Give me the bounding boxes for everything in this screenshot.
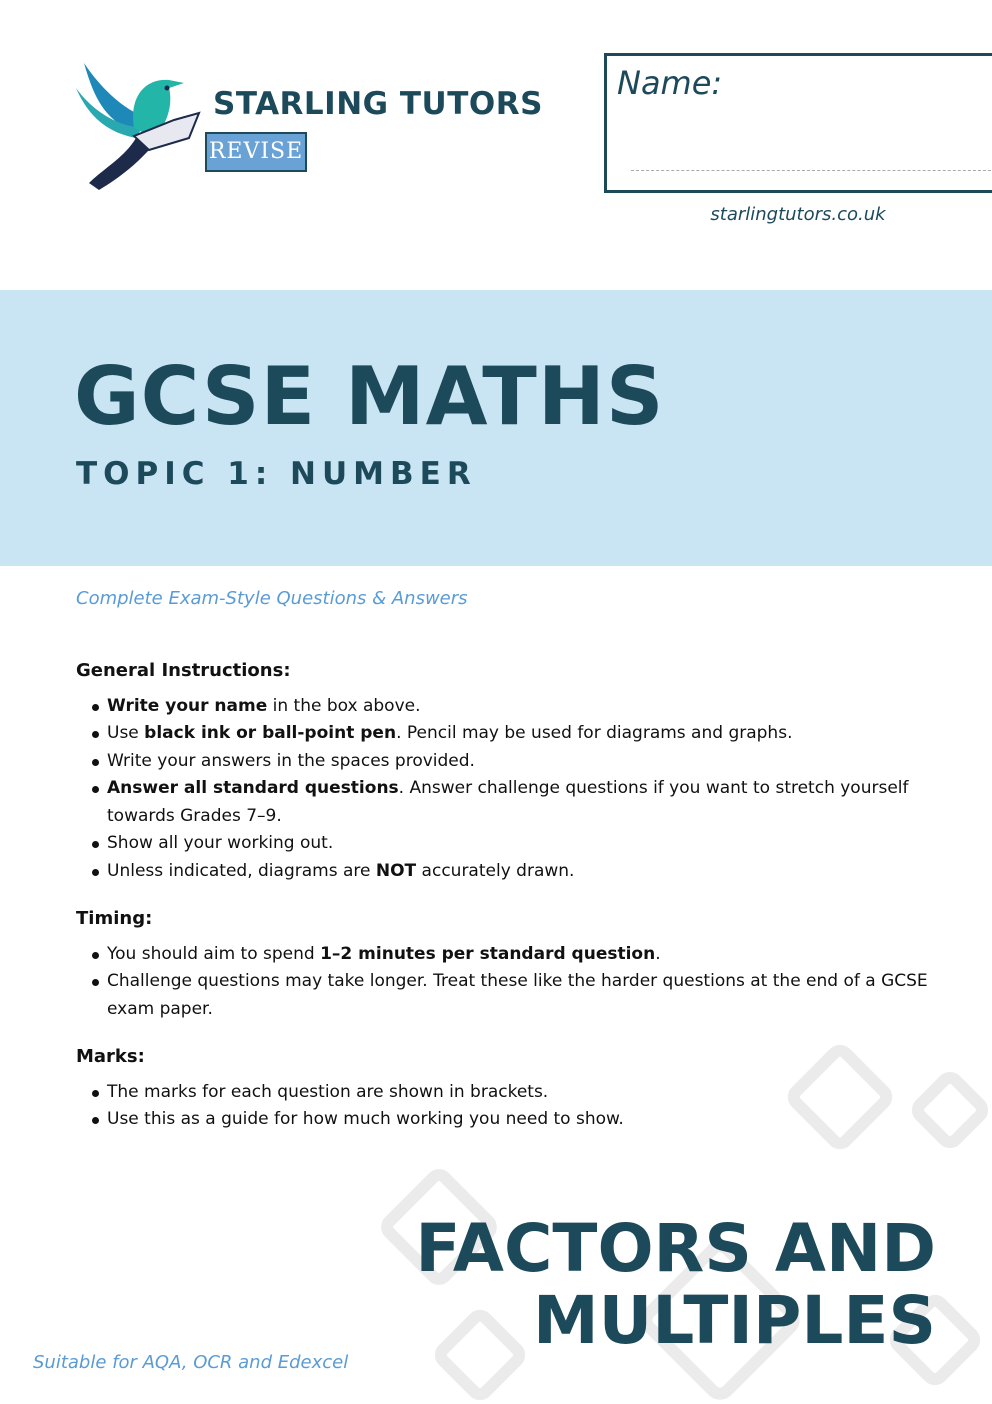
topic-subtitle: TOPIC 1: NUMBER — [76, 456, 477, 492]
text: . Answer challenge questions if you want to stretch yourself towards Grades 7–9. — [107, 778, 909, 826]
list-item — [76, 720, 946, 748]
text: Write your answers in the spaces provided. — [107, 750, 475, 771]
text: Show all your working out. — [107, 833, 334, 853]
instructions — [76, 657, 946, 1154]
list-item — [76, 748, 946, 776]
instruction-list — [76, 1079, 946, 1134]
list-item — [76, 830, 946, 858]
text: . Pencil may be used for diagrams and graphs. — [396, 723, 793, 743]
list-item — [76, 1106, 946, 1134]
name-box[interactable] — [604, 53, 992, 193]
document-subtitle: Complete Exam-Style Questions & Answers — [76, 588, 468, 609]
text: accurately drawn. — [416, 860, 575, 881]
starling-logo-icon — [74, 58, 204, 193]
text: Use — [107, 723, 145, 743]
list-item — [76, 775, 946, 830]
website-text: starlingtutors.co.uk — [710, 204, 886, 225]
text: Use this as a guide for how much working you need to show. — [107, 1109, 624, 1129]
revise-badge: REVISE — [205, 132, 307, 172]
section-heading: Marks: — [76, 1046, 145, 1067]
name-dotted-line — [631, 170, 991, 171]
list-item — [76, 693, 946, 721]
text: Unless indicated, diagrams are — [107, 860, 376, 881]
instruction-list — [76, 693, 946, 886]
list-item — [76, 1079, 946, 1107]
worksheet-title-line-1: FACTORS AND — [415, 1210, 936, 1287]
page-title: GCSE MATHS — [74, 350, 665, 443]
bold-text: Answer all standard questions — [107, 778, 399, 798]
brand-name: STARLING TUTORS — [213, 86, 543, 122]
name-label: Name: — [617, 64, 723, 102]
list-item — [76, 858, 946, 886]
bold-text: 1–2 minutes per standard question — [320, 943, 656, 964]
bold-text: black ink or ball-point pen — [144, 723, 397, 743]
text: The marks for each question are shown in brackets. — [107, 1081, 549, 1102]
instruction-list — [76, 941, 946, 1024]
bold-text: Write your name — [107, 695, 268, 716]
bold-text: NOT — [375, 860, 417, 881]
text: . — [655, 943, 661, 964]
text: Challenge questions may take longer. Treat these like the harder questions at the end of a GCSE exam paper. — [107, 971, 928, 1019]
text: in the box above. — [267, 695, 421, 716]
list-item — [76, 968, 946, 1023]
worksheet-title — [415, 1210, 936, 1359]
text: You should aim to spend — [107, 943, 321, 964]
worksheet-title-line-2: MULTIPLES — [532, 1282, 936, 1359]
section-heading: Timing: — [76, 908, 153, 929]
list-item — [76, 941, 946, 969]
exam-boards-note: Suitable for AQA, OCR and Edexcel — [33, 1352, 349, 1373]
section-heading: General Instructions: — [76, 660, 291, 681]
